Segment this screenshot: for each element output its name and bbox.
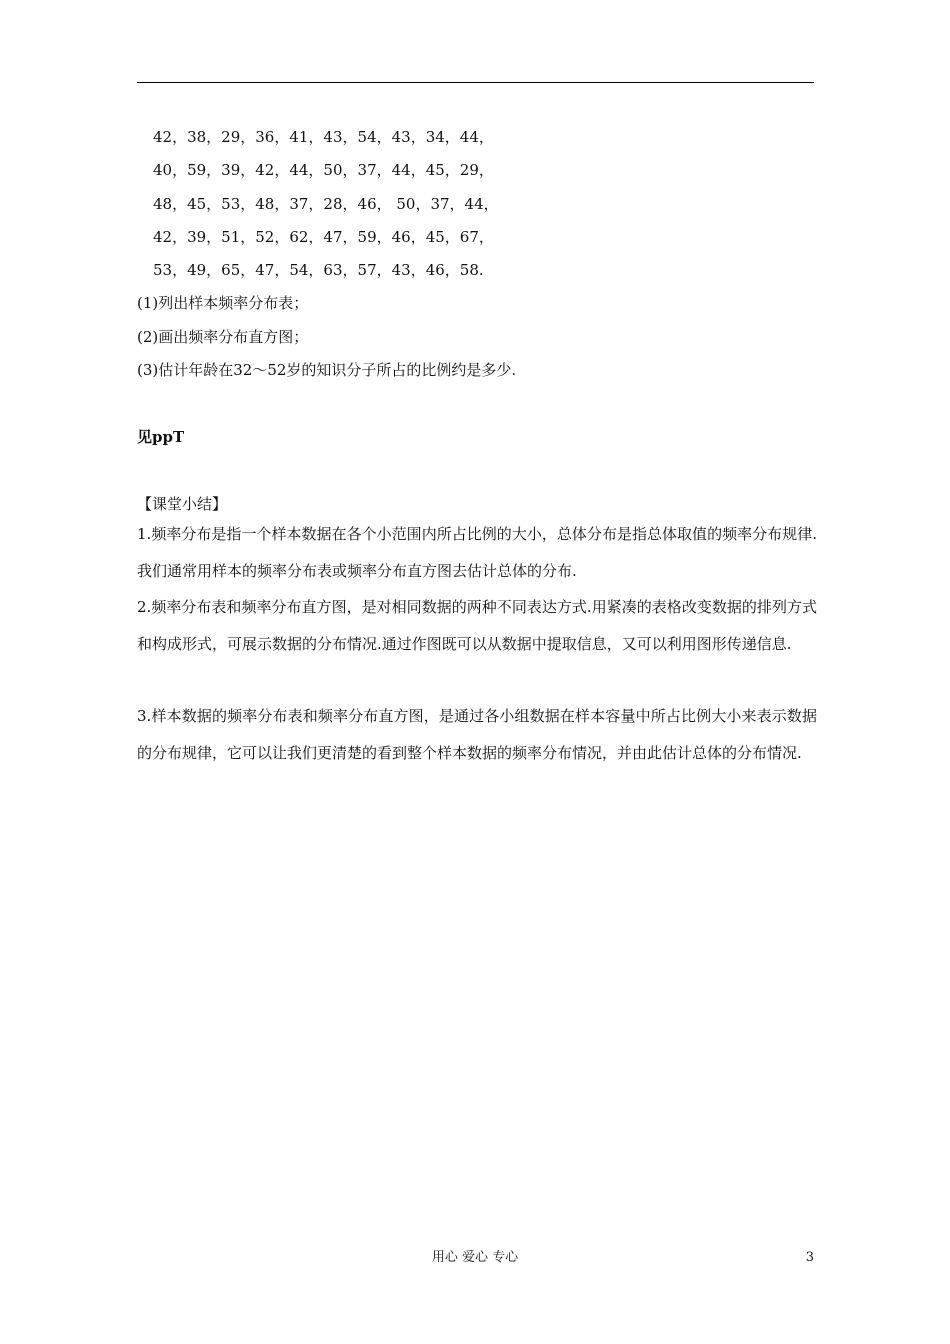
summary-paragraph-2: 2.频率分布表和频率分布直方图，是对相同数据的两种不同表达方式.用紧凑的表格改变数据的排列方式和构成形式，可展示数据的分布情况.通过作图既可以从数据中提取信息，又可以利用图形传递信息. (137, 598, 817, 653)
data-row: 53，49，65，47，54，63，57，43，46，58. (153, 261, 484, 279)
question-1: (1)列出样本频率分布表； (137, 294, 309, 312)
question-3: (3)估计年龄在32～52岁的知识分子所占的比例约是多少. (137, 361, 517, 379)
header-rule (137, 82, 814, 83)
data-row: 42，39，51，52，62，47，59，46，45，67， (153, 228, 494, 246)
question-2: (2)画出频率分布直方图； (137, 328, 309, 346)
summary-paragraph-1: 1.频率分布是指一个样本数据在各个小范围内所占比例的大小，总体分布是指总体取值的频率分布规律.我们通常用样本的频率分布表或频率分布直方图去估计总体的分布. (137, 525, 817, 580)
page-number: 3 (805, 1250, 814, 1265)
data-row: 48，45，53，48，37，28，46， 50，37，44， (153, 195, 499, 213)
data-row: 40，59，39，42，44，50，37，44，45，29， (153, 161, 494, 179)
page-footer: 用心 爱心 专心 (431, 1250, 519, 1265)
summary-paragraph-3: 3.样本数据的频率分布表和频率分布直方图，是通过各小组数据在样本容量中所占比例大小来表示数据的分布规律，它可以让我们更清楚的看到整个样本数据的频率分布情况，并由此估计总体的分布情况. (137, 707, 817, 762)
summary-heading: 【课堂小结】 (137, 495, 228, 513)
see-ppt-note: 见ppT (137, 428, 185, 446)
data-row: 42，38，29，36，41，43，54，43，34，44， (153, 128, 494, 146)
